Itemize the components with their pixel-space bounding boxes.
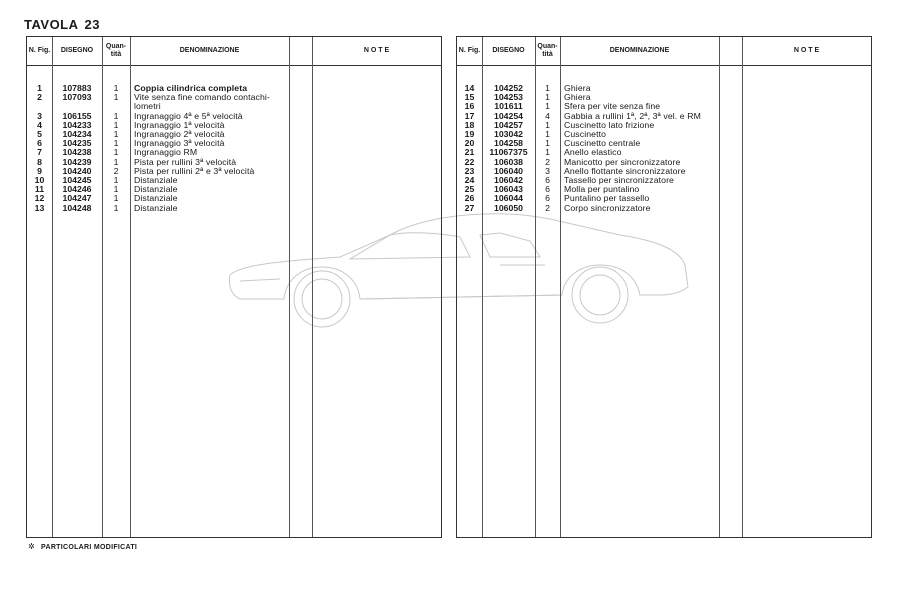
denominazione-cell: lometri: [134, 101, 161, 112]
title-number: 23: [84, 17, 100, 32]
qty-cell: 1: [545, 92, 550, 103]
qty-cell: 1: [113, 129, 119, 139]
denominazione-cell: Ingranaggio 1ª velocità: [134, 119, 225, 130]
denominazione-cell: Ingranaggio 4ª e 5ª velocità: [134, 110, 243, 121]
fig-cell: 24: [464, 175, 475, 185]
fig-cell: 25: [464, 184, 475, 195]
disegno-cell: 104247: [62, 193, 92, 204]
title-label: TAVOLA: [24, 17, 79, 32]
denominazione-cell: Vite senza fine comando contachi-: [134, 92, 270, 103]
fig-cell: 4: [37, 119, 42, 130]
col-header-disegno: DISEGNO: [492, 47, 525, 54]
denominazione-cell: Pista per rullini 2ª e 3ª velocità: [134, 165, 255, 176]
fig-cell: 18: [464, 119, 475, 130]
table-row: [27, 93, 441, 102]
star-icon: ✲: [28, 542, 36, 551]
col-header-fig: N. Fig.: [458, 47, 481, 54]
qty-cell: 1: [113, 175, 119, 185]
fig-cell: 3: [37, 110, 42, 121]
qty-cell: 1: [113, 202, 119, 213]
disegno-cell: 106044: [494, 193, 523, 204]
disegno-cell: 104253: [494, 92, 523, 103]
fig-cell: 20: [464, 138, 475, 149]
denominazione-cell: Ingranaggio 3ª velocità: [134, 138, 225, 149]
parts-table-left: [26, 36, 442, 538]
qty-cell: 1: [113, 193, 119, 204]
qty-cell: 6: [545, 175, 550, 185]
footnote-text: PARTICOLARI MODIFICATI: [41, 544, 138, 551]
col-header-note: N O T E: [793, 47, 820, 54]
fig-cell: 17: [464, 110, 475, 121]
table-row: [27, 204, 441, 213]
qty-cell: 3: [545, 165, 550, 176]
fig-cell: 11: [34, 184, 45, 195]
page-title: [24, 17, 100, 32]
denominazione-cell: Manicotto per sincronizzatore: [564, 156, 681, 167]
denominazione-cell: Cuscinetto: [564, 129, 607, 139]
disegno-cell: 104233: [62, 119, 92, 130]
qty-cell: 1: [113, 156, 119, 167]
fig-cell: 7: [37, 147, 42, 158]
qty-cell: 2: [113, 165, 119, 176]
denominazione-cell: Puntalino per tassello: [564, 193, 650, 204]
disegno-cell: 104246: [62, 184, 92, 195]
col-header-denominazione: DENOMINAZIONE: [179, 47, 240, 54]
disegno-cell: 106040: [494, 165, 523, 176]
fig-cell: 22: [464, 156, 475, 167]
disegno-cell: 101611: [494, 101, 523, 112]
qty-cell: 1: [113, 119, 119, 130]
denominazione-cell: Pista per rullini 3ª velocità: [134, 156, 237, 167]
qty-cell: 1: [545, 147, 550, 158]
footnote: [28, 542, 137, 551]
qty-cell: 6: [545, 193, 550, 204]
qty-cell: 1: [113, 138, 119, 149]
fig-cell: 23: [464, 165, 475, 176]
denominazione-cell: Corpo sincronizzatore: [564, 202, 651, 213]
qty-cell: 1: [113, 83, 119, 93]
denominazione-cell: Anello flottante sincronizzatore: [564, 165, 686, 176]
disegno-cell: 106042: [494, 175, 523, 185]
qty-cell: 1: [545, 101, 550, 112]
disegno-cell: 107883: [62, 83, 92, 93]
disegno-cell: 11067375: [489, 147, 528, 158]
disegno-cell: 104239: [62, 156, 92, 167]
qty-cell: 1: [545, 129, 550, 139]
disegno-cell: 106050: [494, 202, 523, 213]
disegno-cell: 103042: [494, 129, 523, 139]
fig-cell: 19: [464, 129, 475, 139]
col-header-denominazione: DENOMINAZIONE: [609, 47, 670, 54]
col-header-quantita: Quan- tità: [105, 43, 127, 58]
disegno-cell: 107093: [62, 92, 92, 103]
fig-cell: 21: [464, 147, 475, 158]
qty-cell: 1: [545, 119, 550, 130]
fig-cell: 27: [464, 202, 475, 213]
denominazione-cell: Tassello per sincronizzatore: [564, 175, 674, 185]
disegno-cell: 106043: [494, 184, 523, 195]
disegno-cell: 104258: [494, 138, 523, 149]
disegno-cell: 104254: [494, 110, 523, 121]
disegno-cell: 106155: [62, 110, 92, 121]
col-header-quantita: Quan- tità: [537, 43, 558, 58]
fig-cell: 15: [464, 92, 475, 103]
disegno-cell: 104235: [62, 138, 92, 149]
denominazione-cell: Ghiera: [564, 83, 591, 93]
disegno-cell: 104240: [62, 165, 92, 176]
disegno-cell: 104234: [62, 129, 92, 139]
qty-cell: 1: [545, 83, 550, 93]
qty-cell: 1: [113, 147, 119, 158]
denominazione-cell: Distanziale: [134, 193, 178, 204]
qty-cell: 1: [113, 184, 119, 195]
denominazione-cell: Distanziale: [134, 202, 178, 213]
denominazione-cell: Distanziale: [134, 175, 178, 185]
fig-cell: 9: [37, 165, 42, 176]
denominazione-cell: Coppia cilindrica completa: [134, 83, 248, 93]
qty-cell: 6: [545, 184, 550, 195]
fig-cell: 2: [37, 92, 42, 103]
fig-cell: 26: [464, 193, 475, 204]
denominazione-cell: Ingranaggio 2ª velocità: [134, 129, 225, 139]
denominazione-cell: Ghiera: [564, 92, 591, 103]
qty-cell: 4: [545, 110, 550, 121]
disegno-cell: 106038: [494, 156, 523, 167]
fig-cell: 5: [37, 129, 42, 139]
fig-cell: 14: [464, 83, 475, 93]
qty-cell: 1: [545, 138, 550, 149]
disegno-cell: 104238: [62, 147, 92, 158]
denominazione-cell: Cuscinetto centrale: [564, 138, 641, 149]
fig-cell: 8: [37, 156, 42, 167]
denominazione-cell: Distanziale: [134, 184, 178, 195]
denominazione-cell: Cuscinetto lato frizione: [564, 119, 655, 130]
denominazione-cell: Ingranaggio RM: [134, 147, 198, 158]
col-header-fig: N. Fig.: [28, 47, 51, 54]
col-header-note: N O T E: [363, 47, 390, 54]
disegno-cell: 104245: [62, 175, 92, 185]
qty-cell: 2: [545, 202, 550, 213]
col-header-disegno: DISEGNO: [60, 47, 94, 54]
denominazione-cell: Gabbia a rullini 1ª, 2ª, 3ª vel. e RM: [564, 110, 701, 121]
disegno-cell: 104257: [494, 119, 523, 130]
disegno-cell: 104252: [494, 83, 523, 93]
table-row: [457, 204, 871, 213]
fig-cell: 10: [34, 175, 45, 185]
qty-cell: 1: [113, 92, 119, 103]
fig-cell: 13: [34, 202, 45, 213]
disegno-cell: 104248: [62, 202, 92, 213]
fig-cell: 12: [34, 193, 45, 204]
denominazione-cell: Molla per puntalino: [564, 184, 640, 195]
fig-cell: 1: [37, 83, 42, 93]
denominazione-cell: Sfera per vite senza fine: [564, 101, 661, 112]
fig-cell: 16: [464, 101, 475, 112]
parts-table-right: [456, 36, 872, 538]
qty-cell: 1: [113, 110, 119, 121]
denominazione-cell: Anello elastico: [564, 147, 622, 158]
fig-cell: 6: [37, 138, 42, 149]
qty-cell: 2: [545, 156, 550, 167]
